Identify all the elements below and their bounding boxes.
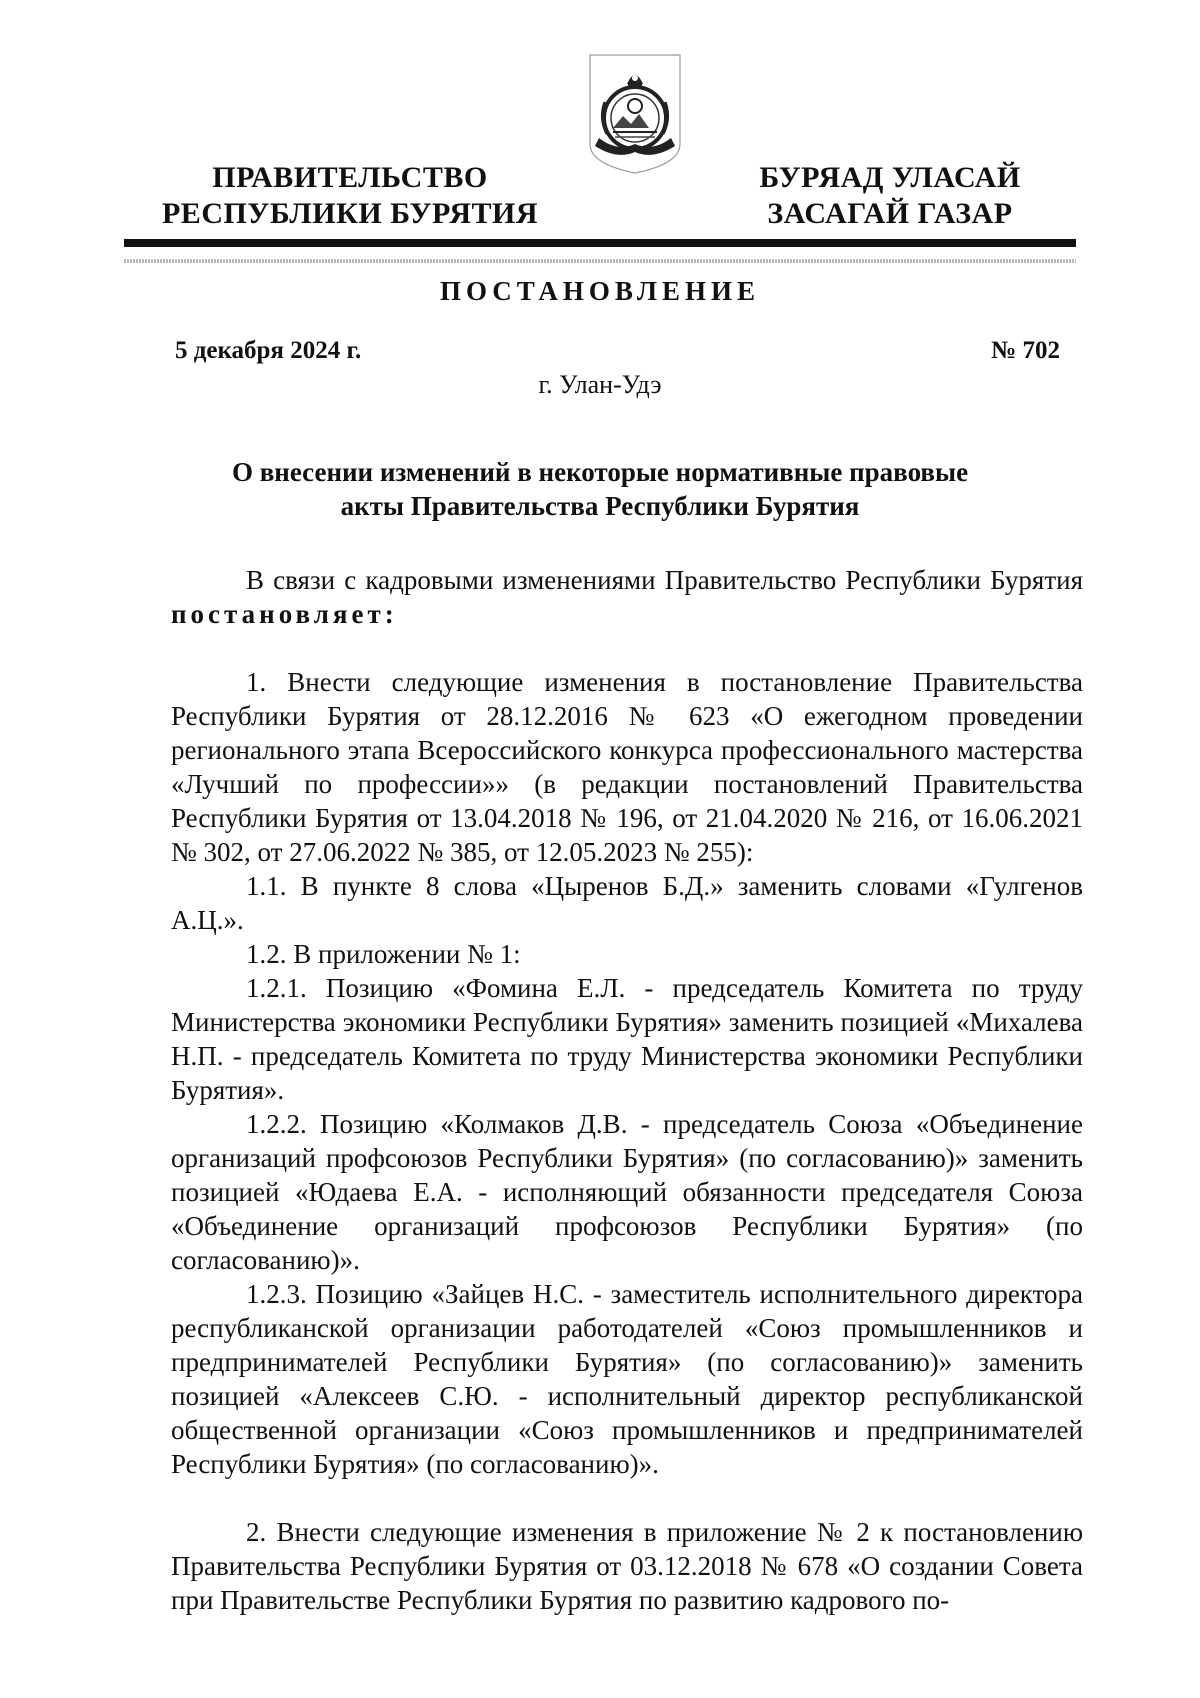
org-name-russian-line1: ПРАВИТЕЛЬСТВО (212, 161, 488, 194)
paragraph-1-2-3: 1.2.3. Позицию «Зайцев Н.С. - заместитель исполнительного директора республиканской организации работодателей «Союз промышленников и предпринимателей Республики Бурятия» (по согласованию)» заменить позицией «Алексеев С.Ю. - исполнительный директор республиканской общественной организации «Союз промышленников и предпринимателей Республики Бурятия» (по согласованию)». (171, 1279, 1083, 1479)
coat-of-arms-icon (587, 52, 683, 176)
org-name-buryat-line1: БУРЯАД УЛАСАЙ (759, 161, 1021, 194)
org-name-russian (150, 160, 550, 232)
intro-paragraph (171, 563, 1083, 631)
decree-number: № 702 (991, 337, 1060, 364)
document-type-title: ПОСТАНОВЛЕНИЕ (439, 276, 761, 306)
header-rule-thick (124, 239, 1076, 247)
intro-keyword: постановляет: (171, 599, 398, 629)
paragraph-1-2: 1.2. В приложении № 1: (246, 939, 521, 969)
header-rule-thin (124, 259, 1076, 263)
paragraph-2: 2. Внести следующие изменения в приложение № 2 к постановлению Правительства Республики Бурятия от 03.12.2018 № 678 «О создании Совета при Правительстве Республики Бурятия по развитию кадрового по- (171, 1517, 1083, 1615)
decree-subject-line2: акты Правительства Республики Бурятия (340, 491, 860, 521)
decree-city: г. Улан-Удэ (538, 370, 662, 399)
org-name-buryat (740, 160, 1040, 232)
org-name-buryat-line2: ЗАСАГАЙ ГАЗАР (767, 197, 1013, 230)
decree-subject-line1: О внесении изменений в некоторые нормативные правовые (231, 457, 969, 487)
paragraph-1: 1. Внести следующие изменения в постановление Правительства Республики Бурятия от 28.12.2016 № 623 «О ежегодном проведении регионального этапа Всероссийского конкурса профессионального мастерства «Лучший по профессии»» (в редакции постановлений Правительства Республики Бурятия от 13.04.2018 № 196, от 21.04.2020 № 216, от 16.06.2021 № 302, от 27.06.2022 № 385, от 12.05.2023 № 255): (171, 667, 1083, 867)
org-name-russian-line2: РЕСПУБЛИКИ БУРЯТИЯ (161, 197, 539, 230)
decree-body (171, 563, 1083, 1617)
decree-date: 5 декабря 2024 г. (175, 337, 362, 364)
paragraph-1-1: 1.1. В пункте 8 слова «Цыренов Б.Д.» заменить словами «Гулгенов А.Ц.». (171, 871, 1083, 935)
intro-text: В связи с кадровыми изменениями Правительство Республики Бурятия (246, 565, 1083, 595)
decree-subject (200, 455, 1000, 523)
paragraph-1-2-1: 1.2.1. Позицию «Фомина Е.Л. - председатель Комитета по труду Министерства экономики Республики Бурятия» заменить позицией «Михалева Н.П. - председатель Комитета по труду Министерства экономики Республики Бурятия». (171, 973, 1083, 1105)
paragraph-1-2-2: 1.2.2. Позицию «Колмаков Д.В. - председатель Союза «Объединение организаций профсоюзов Республики Бурятия» (по согласованию)» заменить позицией «Юдаева Е.А. - исполняющий обязанности председателя Союза «Объединение организаций профсоюзов Республики Бурятия» (по согласованию)». (171, 1109, 1083, 1275)
